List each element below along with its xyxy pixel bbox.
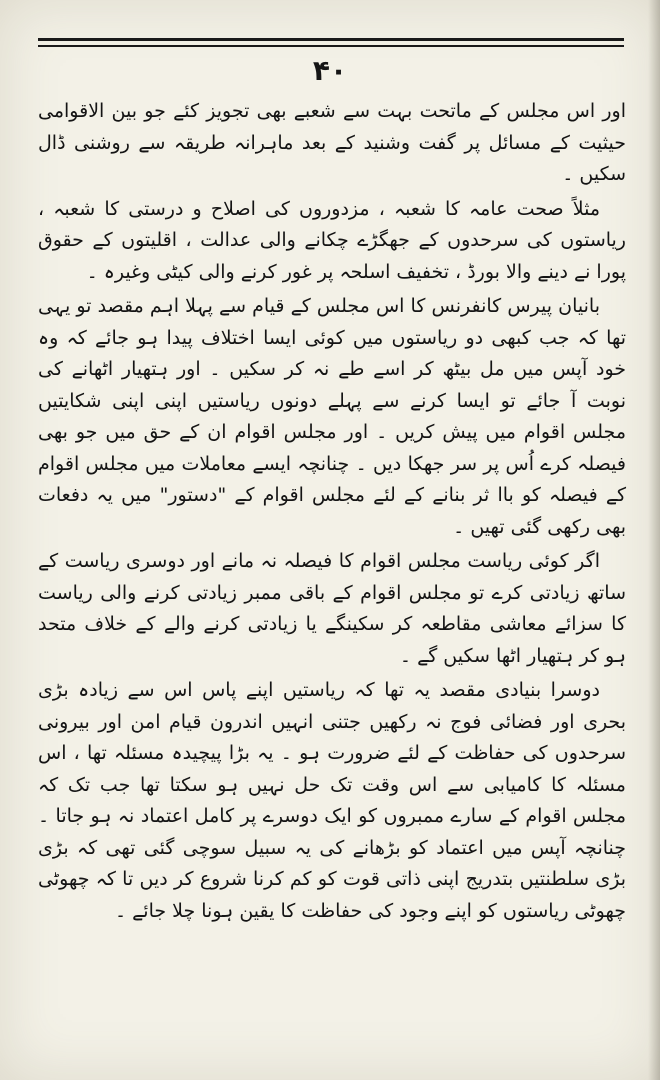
paragraph-4: اگر کوئی ریاست مجلس اقوام کا فیصلہ نہ مانے اور دوسری ریاست کے ساتھ زیادتی کرے تو مجلس اقوام کے باقی ممبر زیادتی کرنے والی ریاست کا سزائے معاشی مقاطعہ کر سکینگے یا زیادتی کرنے والے کے خلاف متحد ہو کر ہتھیار اٹھا سکیں گے ۔: [38, 550, 626, 667]
binding-shadow: [648, 0, 660, 1080]
header-rule-thin: [38, 45, 624, 47]
body-text: [38, 96, 626, 930]
header-rule-thick: [38, 38, 624, 41]
paragraph-1: اور اس مجلس کے ماتحت بہت سے شعبے بھی تجویز کئے جو بین الاقوامی حیثیت کے مسائل پر گفت وشنید کے بعد ماہرانہ طریقہ سے روشنی ڈال سکیں ۔: [38, 100, 626, 185]
paragraph-3: بانیان پیرس کانفرنس کا اس مجلس کے قیام سے پہلا اہم مقصد تو یہی تھا کہ جب کبھی دو ریاستوں میں کوئی ایسا اختلاف پیدا ہو جائے کہ وہ خود آپس میں مل بیٹھ کر اسے طے نہ کر سکیں ۔ اور ہتھیار اٹھانے کی نوبت آ جائے تو ایسا کرنے سے پہلے دونوں ریاستیں اپنی اپنی شکایتیں مجلس اقوام میں پیش کریں ۔ اور مجلس اقوام ان کے حق میں جو بھی فیصلہ کرے اُس پر سر جھکا دیں ۔ چنانچہ ایسے معاملات میں مجلس اقوام کے فیصلہ کو باا ثر بنانے کے لئے مجلس اقوام کے "دستور" میں یہ دفعات بھی رکھی گئی تھیں ۔: [38, 295, 626, 538]
page-number: ۴۰: [312, 54, 348, 87]
paragraph-2: مثلاً صحت عامہ کا شعبہ ، مزدوروں کی اصلاح و درستی کا شعبہ ، ریاستوں کی سرحدوں کے جھگڑے چکانے والی عدالت ، اقلیتوں کے حقوق پورا نے دینے والا بورڈ ، تخفیف اسلحہ پر غور کرنے والی کیٹی وغیرہ ۔: [38, 197, 626, 283]
paragraph-5: دوسرا بنیادی مقصد یہ تھا کہ ریاستیں اپنے پاس اس سے زیادہ بڑی بحری اور فضائی فوج نہ رکھیں جتنی انہیں اندرون قیام امن اور بیرونی سرحدوں کی حفاظت کے لئے ضرورت ہو ۔ یہ بڑا پیچیدہ مسئلہ تھا ، اس مسئلہ کا کامیابی سے اس وقت تک حل نہیں ہو سکتا تھا جب تک کہ مجلس اقوام کے سارے ممبروں کو ایک دوسرے پر کامل اعتماد نہ ہو جاتا ۔ چنانچہ آپس میں اعتماد کو بڑھانے کی یہ سبیل سوچی گئی تھی کہ بڑی بڑی سلطنتیں بتدریج اپنی ذاتی قوت کو کم کرنا شروع کر دیں تا کہ چھوٹی چھوٹی ریاستوں کو اپنے وجود کی حفاظت کا یقین ہونا چلا جائے ۔: [38, 679, 626, 922]
